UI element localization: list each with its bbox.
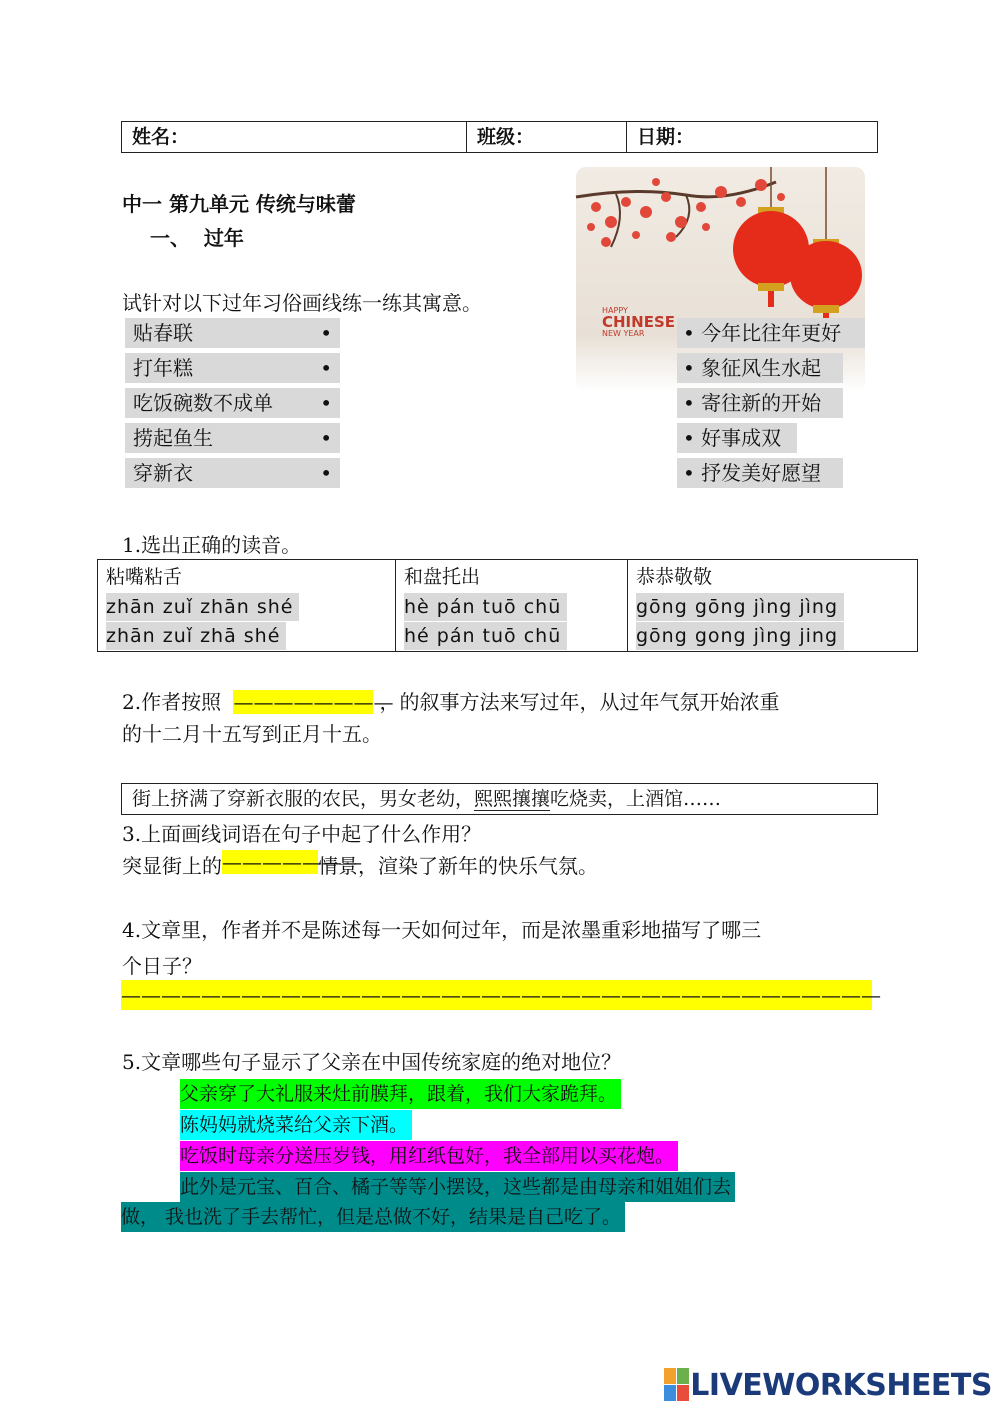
pinyin-option[interactable]: zhān zuǐ zhā shé (106, 622, 286, 650)
quote-box (121, 783, 878, 815)
custom-item[interactable] (125, 318, 340, 348)
match-dot[interactable]: • (320, 426, 332, 450)
underlined-phrase: 熙熙攘攘 (474, 788, 551, 810)
word-label: 恭恭敬敬 (636, 566, 713, 588)
q5-option[interactable]: 陈妈妈就烧菜给父亲下酒。 (180, 1110, 412, 1140)
section-title: 一、 过年 (150, 226, 244, 250)
match-dot[interactable]: • (320, 461, 332, 485)
q4-answer-blank[interactable]: —————————————————————————————————————— (121, 980, 872, 1010)
student-info-table (121, 121, 878, 153)
matching-instruction: 试针对以下过年习俗画线练一练其寓意。 (122, 291, 482, 315)
pinyin-option[interactable]: hè pán tuō chū (404, 593, 567, 621)
match-dot[interactable]: • (320, 391, 332, 415)
custom-label: 吃饭碗数不成单 (133, 391, 273, 415)
happy-cny-caption (602, 307, 675, 338)
word-label: 粘嘴粘舌 (106, 566, 183, 588)
match-dot[interactable]: • (683, 356, 695, 380)
meaning-label: 抒发美好愿望 (701, 461, 822, 485)
pinyin-option[interactable]: gōng gong jìng jing (636, 622, 844, 650)
name-field[interactable] (122, 122, 467, 152)
q5-option[interactable] (121, 1172, 735, 1232)
q5-option[interactable]: 父亲穿了大礼服来灶前膜拜，跟着，我们大家跪拜。 (180, 1079, 621, 1109)
match-dot[interactable]: • (683, 426, 695, 450)
q2-line1 (122, 686, 779, 715)
q3-answer-prefix: 突显街上的 (122, 854, 222, 878)
meaning-label: 寄往新的开始 (701, 391, 822, 415)
q2-suffix: ，的叙事方法来写过年，从过年气氛开始浓重 (379, 690, 780, 714)
custom-item[interactable] (125, 458, 340, 488)
match-dot[interactable]: • (320, 356, 332, 380)
pinyin-option[interactable]: zhān zuǐ zhān shé (106, 593, 299, 621)
q3-answer-blank[interactable]: ——————— (222, 850, 362, 874)
custom-label: 打年糕 (133, 356, 193, 380)
caption-line-3: NEW YEAR (602, 329, 645, 338)
pinyin-table (97, 559, 918, 652)
pinyin-column (396, 560, 628, 651)
q3-answer-suffix: 情景，渲染了新年的快乐气氛。 (318, 854, 598, 878)
custom-label: 穿新衣 (133, 461, 193, 485)
q5-option[interactable]: 吃饭时母亲分送压岁钱，用红纸包好，我全部用以买花炮。 (180, 1141, 678, 1171)
quote-prefix: 街上挤满了穿新衣服的农民，男女老幼， (132, 788, 475, 810)
q5-option-line: 此外是元宝、百合、橘子等等小摆设，这些都是由母亲和姐姐们去 (180, 1172, 735, 1202)
meaning-label: 今年比往年更好 (701, 321, 842, 345)
liveworksheets-badge-icon (664, 1368, 690, 1402)
class-field[interactable] (467, 122, 627, 152)
caption-line-1: HAPPY (602, 306, 628, 315)
q2-prefix: 2.作者按照 (122, 690, 222, 714)
caption-line-2: CHINESE (602, 313, 675, 331)
q4-line1: 4.文章里，作者并不是陈述每一天如何过年，而是浓墨重彩地描写了哪三 (122, 918, 762, 942)
q5-option-line: 做， 我也洗了手去帮忙，但是总做不好，结果是自己吃了。 (121, 1202, 625, 1232)
pinyin-column (628, 560, 917, 651)
liveworksheets-logo (664, 1365, 992, 1405)
word-label: 和盘托出 (404, 566, 481, 588)
meaning-item[interactable] (677, 458, 843, 488)
meaning-item[interactable] (677, 388, 843, 418)
custom-item[interactable] (125, 388, 340, 418)
match-dot[interactable]: • (683, 391, 695, 415)
q2-answer-blank[interactable]: ———————— (233, 690, 394, 714)
match-dot[interactable]: • (683, 321, 695, 345)
q5-prompt: 5.文章哪些句子显示了父亲在中国传统家庭的绝对地位？ (122, 1050, 622, 1074)
meaning-item[interactable] (677, 318, 865, 348)
unit-title: 中一 第九单元 传统与味蕾 (122, 192, 356, 216)
match-dot[interactable]: • (320, 321, 332, 345)
date-label: 日期： (637, 126, 695, 148)
meaning-item[interactable] (677, 353, 843, 383)
q3-answer-line (122, 850, 598, 879)
q2-line2: 的十二月十五写到正月十五。 (122, 722, 382, 746)
meaning-item[interactable] (677, 423, 797, 453)
quote-suffix: 吃烧卖，上酒馆…… (550, 788, 722, 810)
custom-label: 贴春联 (133, 321, 193, 345)
pinyin-option[interactable]: gōng gōng jìng jìng (636, 593, 844, 621)
match-dot[interactable]: • (683, 461, 695, 485)
date-field[interactable] (627, 122, 877, 152)
pinyin-column (98, 560, 396, 651)
meaning-label: 好事成双 (701, 426, 782, 450)
liveworksheets-wordmark: LIVEWORKSHEETS (690, 1367, 992, 1403)
custom-item[interactable] (125, 353, 340, 383)
pinyin-option[interactable]: hé pán tuō chū (404, 622, 567, 650)
q1-prompt: 1.选出正确的读音。 (122, 533, 302, 557)
name-label: 姓名： (132, 126, 190, 148)
q4-line2: 个日子？ (122, 954, 202, 978)
class-label: 班级： (477, 126, 535, 148)
custom-label: 捞起鱼生 (133, 426, 213, 450)
q3-prompt: 3.上面画线词语在句子中起了什么作用？ (122, 822, 482, 846)
meaning-label: 象征风生水起 (701, 356, 822, 380)
custom-item[interactable] (125, 423, 340, 453)
